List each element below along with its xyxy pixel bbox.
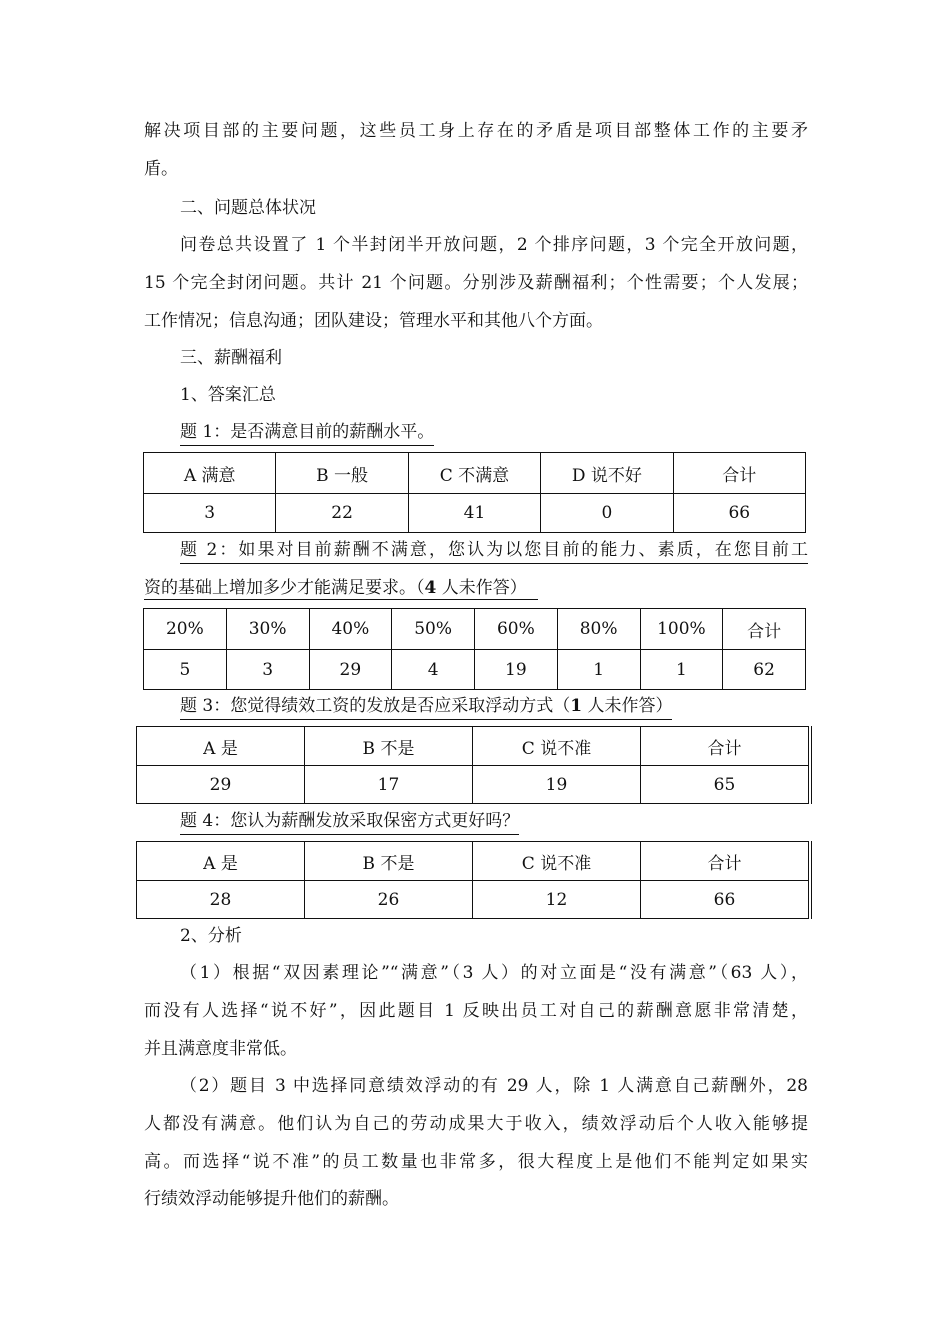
table-value-cell: 26 — [305, 881, 473, 919]
table-value-cell: 66 — [641, 881, 809, 919]
table-value-cell: 0 — [541, 494, 673, 533]
table-header-cell: B 一般 — [276, 453, 408, 494]
table-value-cell: 19 — [473, 766, 641, 804]
table-border-line — [811, 726, 812, 804]
subsection-heading: 2、分析 — [180, 926, 242, 946]
paragraph-line: 15 个完全封闭问题。共计 21 个问题。分别涉及薪酬福利；个性需要；个人发展； — [144, 273, 808, 293]
table-header-cell: 20% — [144, 609, 227, 650]
q2-table — [143, 608, 806, 690]
table-header-cell: B 不是 — [305, 842, 473, 881]
table-header-cell: 合计 — [673, 453, 805, 494]
q4-title: 题 4：您认为薪酬发放采取保密方式更好吗？ — [180, 809, 519, 835]
table-border-line — [811, 841, 812, 919]
paragraph-line: 人都没有满意。他们认为自己的劳动成果大于收入，绩效浮动后个人收入能够提 — [144, 1114, 808, 1134]
table-value-cell: 1 — [557, 650, 640, 690]
table-value-cell: 3 — [226, 650, 309, 690]
table-header-cell: C 不满意 — [408, 453, 540, 494]
q1-title: 题 1：是否满意目前的薪酬水平。 — [180, 420, 434, 446]
paragraph-line: 问卷总共设置了 1 个半封闭半开放问题，2 个排序问题，3 个完全开放问题， — [180, 235, 808, 255]
table-header-cell: 60% — [475, 609, 558, 650]
paragraph-line: 工作情况；信息沟通；团队建设；管理水平和其他八个方面。 — [144, 311, 603, 331]
table-header-cell: B 不是 — [305, 727, 473, 766]
table-header-cell: A 是 — [137, 727, 305, 766]
q4-table — [136, 841, 809, 919]
table-header-cell: A 满意 — [144, 453, 276, 494]
paragraph-line: 盾。 — [144, 159, 178, 179]
table-value-cell: 62 — [723, 650, 806, 690]
table-header-cell: 50% — [392, 609, 475, 650]
table-value-cell: 17 — [305, 766, 473, 804]
table-value-cell: 28 — [137, 881, 305, 919]
table-value-cell: 3 — [144, 494, 276, 533]
table-header-cell: 30% — [226, 609, 309, 650]
table-header-cell: 100% — [640, 609, 723, 650]
table-value-cell: 5 — [144, 650, 227, 690]
table-value-cell: 41 — [408, 494, 540, 533]
table-value-cell: 29 — [137, 766, 305, 804]
table-header-cell: A 是 — [137, 842, 305, 881]
q2-title-line1: 题 2：如果对目前薪酬不满意，您认为以您目前的能力、素质，在您目前工 — [180, 538, 808, 564]
table-header-cell: D 说不好 — [541, 453, 673, 494]
q2-title-line2: 资的基础上增加多少才能满足要求。（4 人未作答） — [144, 576, 538, 600]
table-header-cell: C 说不准 — [473, 842, 641, 881]
table-value-cell: 65 — [641, 766, 809, 804]
table-value-cell: 12 — [473, 881, 641, 919]
paragraph-line: 并且满意度非常低。 — [144, 1039, 297, 1059]
table-header-cell: 合计 — [641, 727, 809, 766]
paragraph-line: （1）根据“双因素理论”“满意”（3 人）的对立面是“没有满意”（63 人）， — [180, 963, 808, 983]
q1-table — [143, 452, 806, 533]
table-header-cell: 80% — [557, 609, 640, 650]
table-header-cell: 合计 — [723, 609, 806, 650]
table-header-cell: 40% — [309, 609, 392, 650]
table-header-cell: 合计 — [641, 842, 809, 881]
table-header-cell: C 说不准 — [473, 727, 641, 766]
table-value-cell: 22 — [276, 494, 408, 533]
paragraph-line: 而没有人选择“说不好”，因此题目 1 反映出员工对自己的薪酬意愿非常清楚， — [144, 1001, 808, 1021]
paragraph-line: 高。而选择“说不准”的员工数量也非常多，很大程度上是他们不能判定如果实 — [144, 1152, 808, 1172]
section-heading: 三、薪酬福利 — [180, 348, 282, 368]
table-value-cell: 4 — [392, 650, 475, 690]
section-heading: 二、问题总体状况 — [180, 198, 316, 218]
paragraph-line: 解决项目部的主要问题，这些员工身上存在的矛盾是项目部整体工作的主要矛 — [144, 121, 808, 141]
table-value-cell: 19 — [475, 650, 558, 690]
table-value-cell: 66 — [673, 494, 805, 533]
q3-table — [136, 726, 809, 804]
q3-title: 题 3：您觉得绩效工资的发放是否应采取浮动方式（1 人未作答） — [180, 694, 672, 720]
paragraph-line: （2）题目 3 中选择同意绩效浮动的有 29 人，除 1 人满意自己薪酬外，28 — [180, 1076, 808, 1096]
table-value-cell: 29 — [309, 650, 392, 690]
subsection-heading: 1、答案汇总 — [180, 385, 276, 405]
paragraph-line: 行绩效浮动能够提升他们的薪酬。 — [144, 1189, 399, 1209]
table-value-cell: 1 — [640, 650, 723, 690]
